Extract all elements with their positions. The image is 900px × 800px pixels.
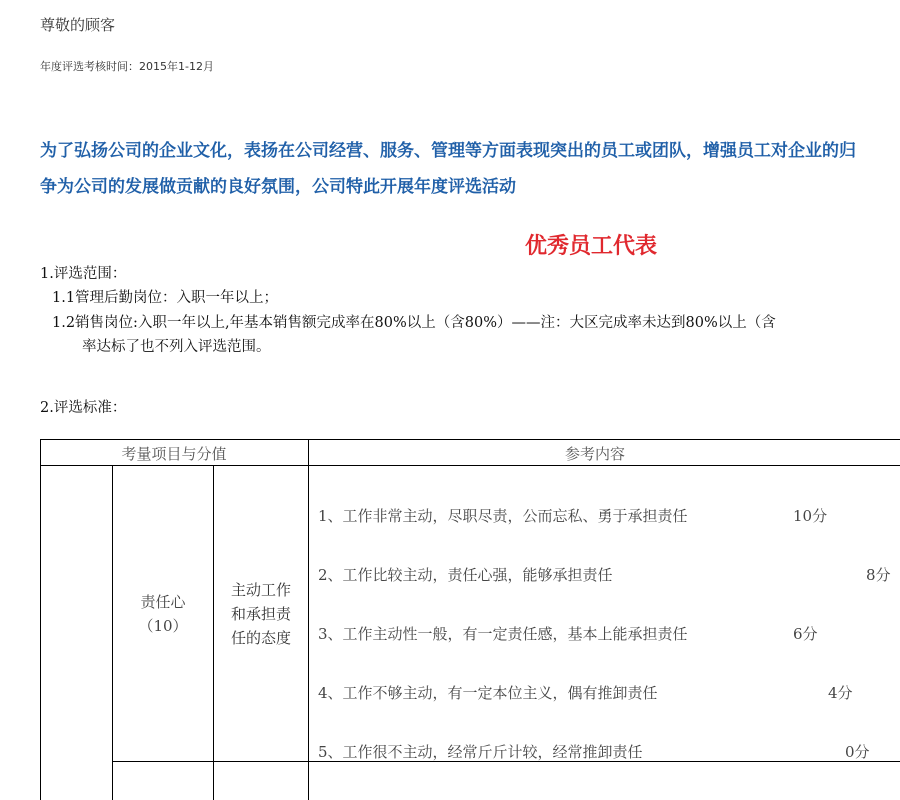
scope-item-sales-continued: 率达标了也不列入评选范围。 — [82, 339, 271, 355]
criterion-score: 10分 — [793, 507, 828, 525]
criterion-text: 2、工作比较主动，责任心强，能够承担责任 — [318, 566, 613, 584]
intro-line-2: 争为公司的发展做贡献的良好氛围，公司特此开展年度评选活动 — [40, 177, 516, 197]
table-header-divider — [40, 465, 900, 466]
category-cell — [113, 590, 213, 638]
criterion-text: 1、工作非常主动，尽职尽责，公而忘私、勇于承担责任 — [318, 507, 688, 525]
scope-heading: 1.评选范围： — [40, 266, 127, 282]
criterion-text: 4、工作不够主动，有一定本位主义，偶有推卸责任 — [318, 684, 658, 702]
category-score: （10） — [138, 617, 188, 635]
scope-item-management: 1.1管理后勤岗位：入职一年以上； — [52, 290, 279, 306]
table-header-criteria: 考量项目与分值 — [121, 445, 227, 463]
document-title: 优秀员工代表 — [525, 234, 658, 259]
category-name: 责任心 — [140, 593, 186, 611]
evaluation-period: 年度评选考核时间：2015年1-12月 — [40, 60, 214, 73]
item-cell — [214, 578, 308, 650]
table-border-top — [40, 439, 900, 440]
criterion-text: 5、工作很不主动，经常斤斤计较，经常推卸责任 — [318, 743, 643, 761]
criterion-text: 3、工作主动性一般，有一定责任感，基本上能承担责任 — [318, 625, 688, 643]
item-line-1: 主动工作 — [230, 581, 291, 599]
standard-heading: 2.评选标准： — [40, 400, 127, 416]
item-line-3: 任的态度 — [230, 629, 291, 647]
table-header-reference: 参考内容 — [565, 445, 626, 463]
scope-item-sales: 1.2销售岗位:入职一年以上,年基本销售额完成率在80%以上（含80%）——注：大区完成率未达到80%以上（含 — [52, 315, 776, 331]
criterion-score: 0分 — [845, 743, 870, 761]
intro-line-1: 为了弘扬公司的企业文化，表扬在公司经营、服务、管理等方面表现突出的员工或团队，增强员工对企业的归 — [40, 141, 856, 161]
greeting: 尊敬的顾客 — [40, 16, 116, 34]
criterion-score: 6分 — [793, 625, 818, 643]
criterion-score: 8分 — [866, 566, 891, 584]
criterion-score: 4分 — [828, 684, 853, 702]
item-line-2: 和承担责 — [230, 605, 291, 623]
table-border-left — [40, 439, 41, 800]
table-col-divider-3 — [308, 439, 309, 800]
